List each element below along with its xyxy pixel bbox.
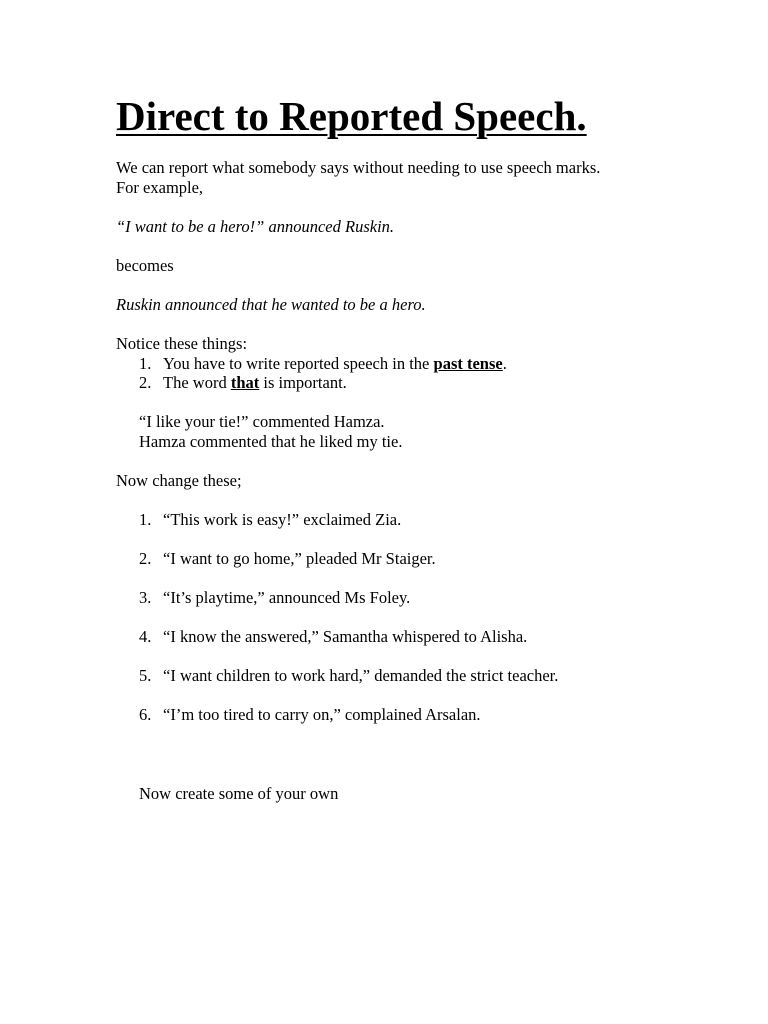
exercise-text: “I’m too tired to carry on,” complained Arsalan. xyxy=(163,705,481,724)
page-title: Direct to Reported Speech. xyxy=(116,93,587,139)
exercise-text: “This work is easy!” exclaimed Zia. xyxy=(163,510,402,529)
exercise-text: “It’s playtime,” announced Ms Foley. xyxy=(163,588,411,607)
exercise-text: “I want to go home,” pleaded Mr Staiger. xyxy=(163,549,436,568)
exercise-text: “I want children to work hard,” demanded the strict teacher. xyxy=(163,666,559,685)
list-number: 2. xyxy=(139,373,152,392)
intro-line-2: For example, xyxy=(116,178,204,197)
change-heading: Now change these; xyxy=(116,471,242,490)
notice-heading: Notice these things: xyxy=(116,334,248,353)
notice-text: You have to write reported speech in the xyxy=(163,354,434,373)
notice-text: The word xyxy=(163,373,231,392)
exercise-text: “I know the answered,” Samantha whispered to Alisha. xyxy=(163,627,528,646)
becomes-label: becomes xyxy=(116,256,174,275)
notice-text-end: . xyxy=(502,354,507,373)
exercise-item xyxy=(139,705,481,725)
exercise-item xyxy=(139,510,401,530)
notice-item xyxy=(139,373,347,393)
list-number: 1. xyxy=(139,510,152,529)
example-direct-speech: “I want to be a hero!” announced Ruskin. xyxy=(116,217,395,236)
intro-line-1: We can report what somebody says without needing to use speech marks. xyxy=(116,158,601,177)
emphasis-text: past tense xyxy=(433,354,503,373)
exercise-item xyxy=(139,627,527,647)
example2-reported-speech: Hamza commented that he liked my tie. xyxy=(139,432,403,451)
create-own-instruction: Now create some of your own xyxy=(139,784,339,803)
list-number: 1. xyxy=(139,354,152,373)
exercise-item xyxy=(139,549,436,569)
notice-item xyxy=(139,354,507,374)
list-number: 3. xyxy=(139,588,152,607)
list-number: 6. xyxy=(139,705,152,724)
notice-text-end: is important. xyxy=(259,373,347,392)
list-number: 5. xyxy=(139,666,152,685)
exercise-item xyxy=(139,588,410,608)
example2-direct-speech: “I like your tie!” commented Hamza. xyxy=(139,412,385,431)
list-number: 2. xyxy=(139,549,152,568)
exercise-item xyxy=(139,666,558,686)
list-number: 4. xyxy=(139,627,152,646)
emphasis-text: that xyxy=(230,373,260,392)
example-reported-speech: Ruskin announced that he wanted to be a hero. xyxy=(116,295,426,314)
